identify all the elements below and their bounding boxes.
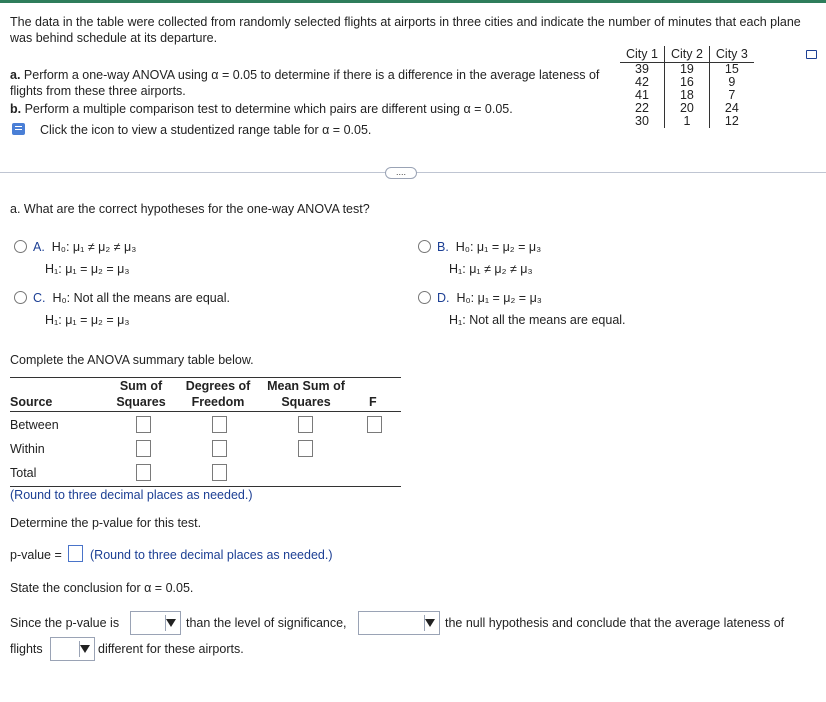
header-degrees-of-freedom: Degrees of Freedom bbox=[185, 379, 251, 409]
chevron-down-icon bbox=[425, 619, 435, 627]
option-b[interactable]: B. H₀: μ₁ = μ₂ = μ₃ H₁: μ₁ ≠ μ₂ ≠ μ₃ bbox=[418, 236, 541, 280]
row-label-between: Between bbox=[10, 418, 59, 432]
anova-bottom-rule bbox=[10, 486, 401, 487]
option-c[interactable]: C. H₀: Not all the means are equal. H₁: μ₁ = μ₂ = μ₃ bbox=[14, 287, 230, 331]
header-source: Source bbox=[10, 395, 53, 409]
header-f: F bbox=[369, 395, 377, 409]
pvalue-prompt: Determine the p-value for this test. bbox=[10, 516, 202, 530]
ss-within-input[interactable] bbox=[136, 440, 151, 457]
table-row: 41 18 7 bbox=[620, 89, 754, 102]
problem-intro: The data in the table were collected from randomly selected flights at airports in three cities and indicate the number of minutes that each plane was behind schedule at its departure. bbox=[10, 15, 801, 45]
f-statistic-input[interactable] bbox=[367, 416, 382, 433]
table-row: 42 16 9 bbox=[620, 76, 754, 89]
ss-total-input[interactable] bbox=[136, 464, 151, 481]
option-a[interactable]: A. H₀: μ₁ ≠ μ₂ ≠ μ₃ H₁: μ₁ = μ₂ = μ₃ bbox=[14, 236, 136, 280]
option-d[interactable]: D. H₀: μ₁ = μ₂ = μ₃ H₁: Not all the means are equal. bbox=[418, 287, 626, 331]
conclusion-text-2: than the level of significance, bbox=[186, 616, 347, 630]
data-table bbox=[620, 46, 754, 128]
decision-dropdown[interactable] bbox=[358, 611, 440, 635]
ms-between-input[interactable] bbox=[298, 416, 313, 433]
header-city-1: City 1 bbox=[620, 46, 664, 63]
header-sum-of-squares: Sum of Squares bbox=[116, 379, 166, 409]
conclusion-prompt: State the conclusion for α = 0.05. bbox=[10, 581, 194, 595]
pvalue-round-note: (Round to three decimal places as needed.) bbox=[90, 548, 333, 562]
studentized-range-link-text: Click the icon to view a studentized range table for α = 0.05. bbox=[40, 123, 372, 137]
row-label-within: Within bbox=[10, 442, 45, 456]
part-a-text: a. Perform a one-way ANOVA using α = 0.05 to determine if there is a difference in the average lateness of flights from these three airports. bbox=[10, 68, 600, 98]
conclusion-text-5: different for these airports. bbox=[98, 642, 244, 656]
pvalue-label: p-value = bbox=[10, 548, 62, 562]
table-row: 39 19 15 bbox=[620, 63, 754, 77]
chevron-down-icon bbox=[80, 645, 90, 653]
anova-round-note: (Round to three decimal places as needed.) bbox=[10, 488, 253, 502]
header-city-2: City 2 bbox=[664, 46, 709, 63]
df-total-input[interactable] bbox=[212, 464, 227, 481]
table-row: 30 1 12 bbox=[620, 115, 754, 128]
chevron-down-icon bbox=[166, 619, 176, 627]
conclusion-text-4: flights bbox=[10, 642, 43, 656]
radio-option-a[interactable] bbox=[14, 240, 27, 253]
question-text: a. What are the correct hypotheses for the one-way ANOVA test? bbox=[10, 202, 370, 216]
table-row: 22 20 24 bbox=[620, 102, 754, 115]
pvalue-input[interactable] bbox=[68, 545, 83, 562]
anova-header-rule bbox=[10, 411, 401, 412]
row-label-total: Total bbox=[10, 466, 37, 480]
df-within-input[interactable] bbox=[212, 440, 227, 457]
conclusion-text-3: the null hypothesis and conclude that the average lateness of bbox=[445, 616, 785, 630]
comparison-dropdown[interactable] bbox=[130, 611, 181, 635]
studentized-range-table-icon[interactable] bbox=[12, 123, 25, 135]
header-mean-sum-of-squares: Mean Sum of Squares bbox=[267, 379, 345, 409]
copy-data-icon[interactable] bbox=[806, 50, 817, 59]
is-are-dropdown[interactable] bbox=[50, 637, 95, 661]
header-city-3: City 3 bbox=[709, 46, 753, 63]
ms-within-input[interactable] bbox=[298, 440, 313, 457]
radio-option-d[interactable] bbox=[418, 291, 431, 304]
ss-between-input[interactable] bbox=[136, 416, 151, 433]
radio-option-b[interactable] bbox=[418, 240, 431, 253]
top-accent-bar bbox=[0, 0, 826, 3]
radio-option-c[interactable] bbox=[14, 291, 27, 304]
conclusion-text-1: Since the p-value is bbox=[10, 616, 120, 630]
part-b-text: b. Perform a multiple comparison test to determine which pairs are different using α = 0.05. bbox=[10, 102, 513, 116]
expand-more-button[interactable]: .... bbox=[385, 167, 417, 179]
df-between-input[interactable] bbox=[212, 416, 227, 433]
anova-instruction: Complete the ANOVA summary table below. bbox=[10, 353, 254, 367]
